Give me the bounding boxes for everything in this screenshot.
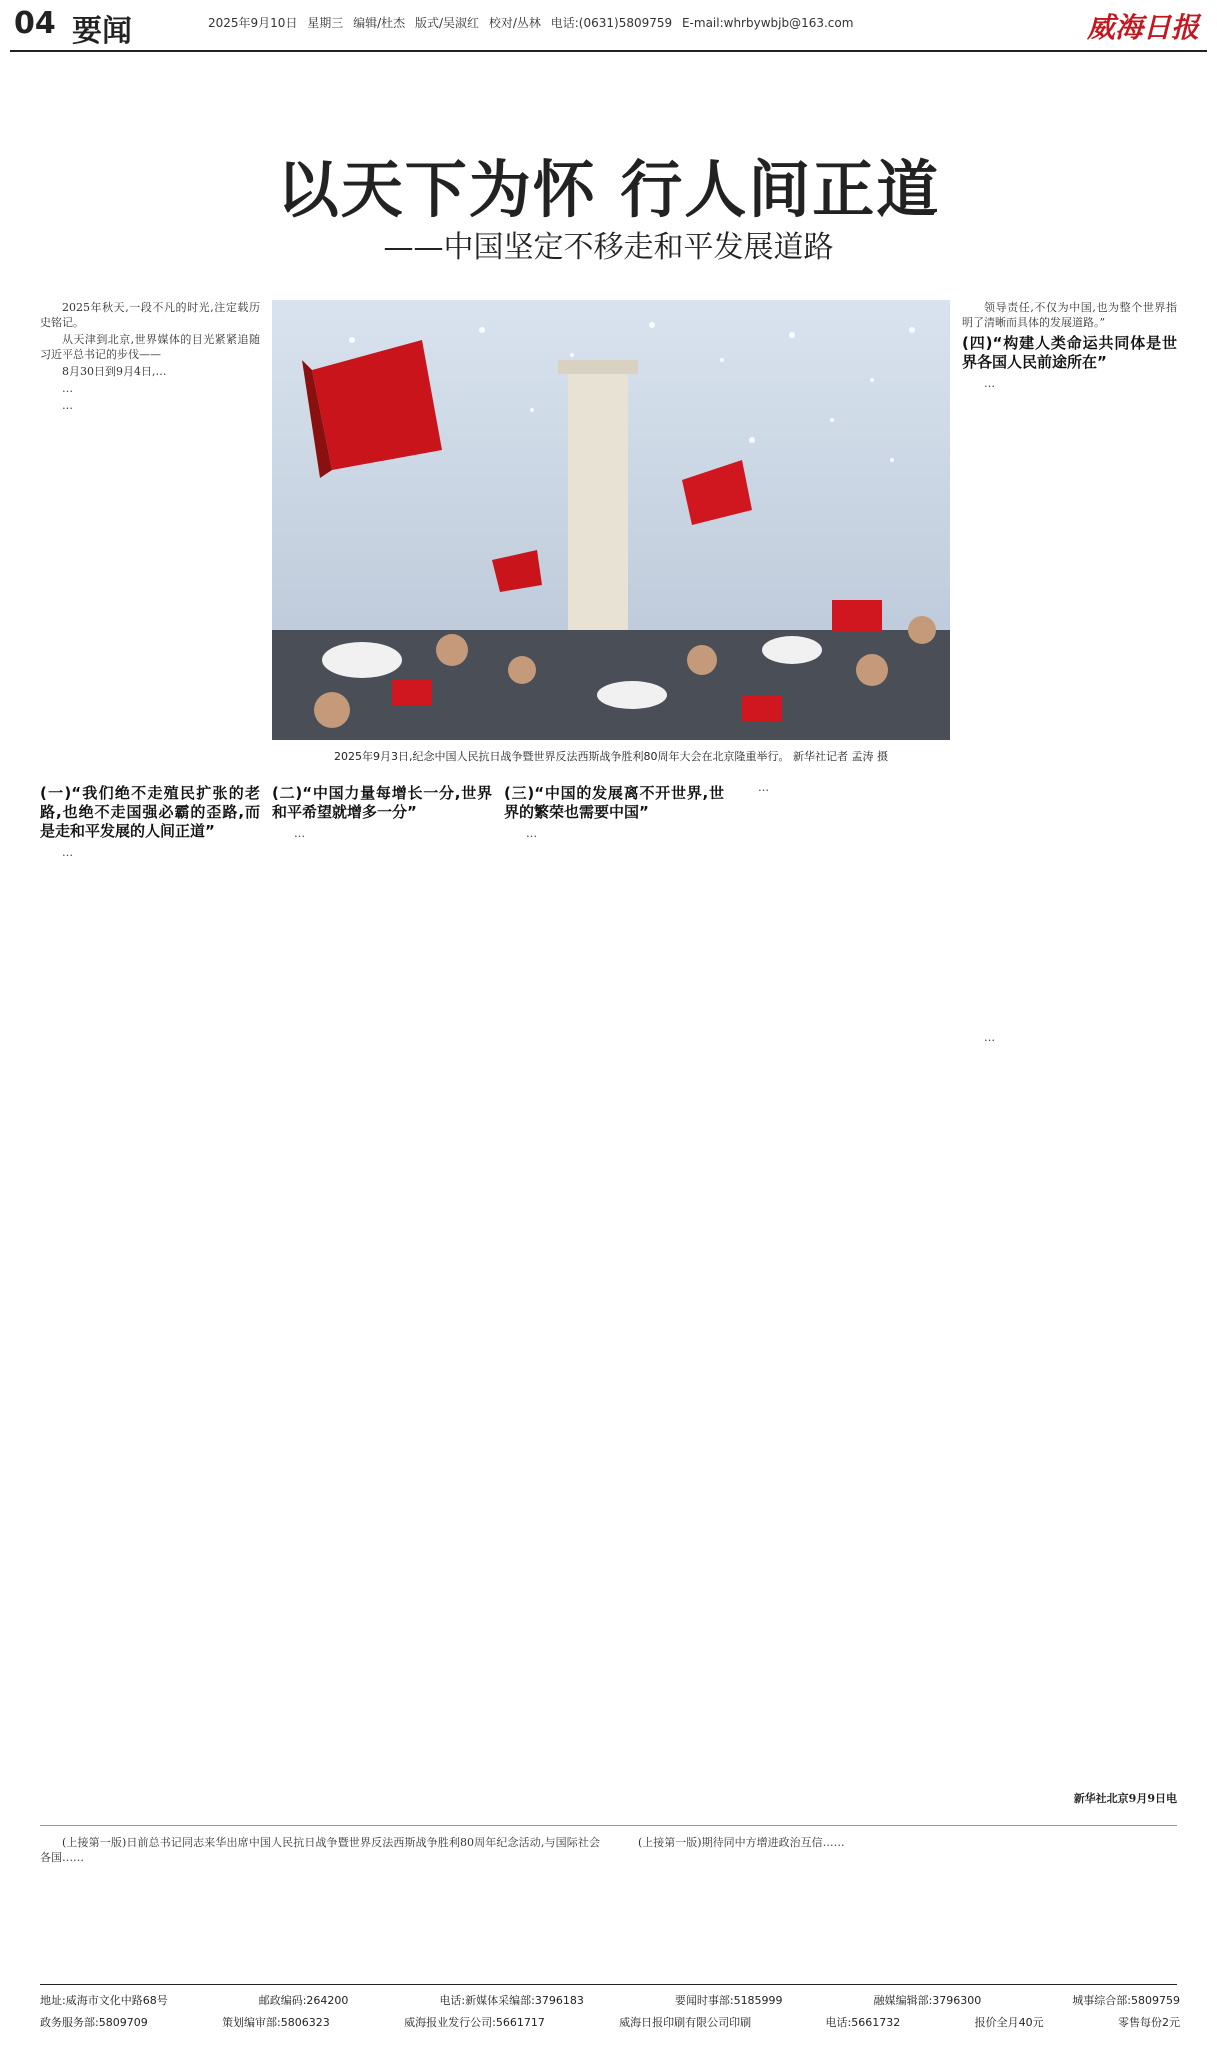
photo-caption: 2025年9月3日,纪念中国人民抗日战争暨世界反法西斯战争胜利80周年大会在北京隆重举行。 新华社记者 孟涛 摄	[334, 750, 888, 763]
page-name: 要闻	[72, 14, 132, 49]
section-heading-3: (三)“中国的发展离不开世界,世界的繁荣也需要中国”	[504, 784, 724, 821]
footer-item: 地址:威海市文化中路68号	[40, 1994, 168, 2007]
footer-item: 融媒编辑部:3796300	[873, 1994, 982, 2007]
subheadline: ——中国坚定不移走和平发展道路	[383, 230, 834, 265]
section-heading-2: (二)“中国力量每增长一分,世界和平希望就增多一分”	[272, 784, 492, 821]
footer-item: 零售每份2元	[1117, 2016, 1180, 2029]
section-heading-4: (四)“构建人类命运共同体是世界各国人民前途所在”	[962, 334, 1177, 371]
jump-note-left	[40, 1835, 600, 1975]
photo-illustration	[272, 300, 950, 740]
paragraph: …	[62, 382, 73, 395]
date: 2025年9月10日	[208, 16, 298, 30]
footer-item: 政务服务部:5809709	[40, 2016, 148, 2029]
article-byline: 新华社北京9月9日电	[1073, 1792, 1177, 1805]
lead-photo	[272, 300, 950, 740]
jump-divider	[40, 1825, 1177, 1826]
newspaper-logo: 威海日报	[1086, 11, 1199, 44]
paragraph: …	[62, 846, 73, 859]
paragraph: (上接第一版)日前总书记同志来华出席中国人民抗日战争暨世界反法西斯战争胜利80周年纪念活动,与国际社会各国……	[40, 1836, 600, 1864]
body-column-right	[962, 300, 1177, 1020]
phone: 电话:(0631)5809759	[550, 16, 673, 30]
paragraph: 从天津到北京,世界媒体的目光紧紧追随习近平总书记的步伐——	[40, 333, 260, 361]
paragraph: 2025年秋天,一段不凡的时光,注定载历史铭记。	[40, 301, 260, 329]
paragraph: …	[758, 781, 769, 794]
paragraph: …	[526, 827, 537, 840]
weekday: 星期三	[307, 16, 344, 30]
footer-row-1	[40, 1992, 1180, 2008]
footer-item: 电话:新媒体采编部:3796183	[439, 1994, 584, 2007]
footer-item: 报价全月40元	[974, 2016, 1044, 2029]
paragraph: …	[62, 399, 73, 412]
proofreader: 校对/丛林	[488, 16, 541, 30]
body-column-lower-1	[40, 780, 260, 1810]
footer-item: 威海报业发行公司:5661717	[404, 2016, 545, 2029]
masthead	[0, 0, 1217, 52]
footer-item: 策划编审部:5806323	[222, 2016, 330, 2029]
footer-item: 威海日报印刷有限公司印刷	[619, 2016, 752, 2029]
editor: 编辑/杜杰	[353, 16, 406, 30]
footer-item: 电话:5661732	[825, 2016, 901, 2029]
designer: 版式/吴淑红	[415, 16, 480, 30]
paragraph: …	[984, 1031, 995, 1044]
paragraph: …	[294, 827, 305, 840]
jump-note-right	[616, 1835, 1176, 1975]
footer-item: 城事综合部:5809759	[1072, 1994, 1180, 2007]
headline: 以天下为怀 行人间正道	[276, 153, 941, 226]
body-column-lower-3	[504, 780, 724, 1810]
body-column-1	[40, 300, 260, 740]
paragraph: (上接第一版)期待同中方增进政治互信……	[638, 1836, 845, 1849]
paragraph: 领导责任,不仅为中国,也为整个世界指明了清晰而具体的发展道路。”	[962, 301, 1177, 329]
body-column-lower-5	[962, 1030, 1177, 1770]
footer-row-2	[40, 2014, 1180, 2030]
body-column-lower-2	[272, 780, 492, 1810]
footer-item: 邮政编码:264200	[258, 1994, 349, 2007]
paragraph: …	[984, 377, 995, 390]
edition-meta	[208, 14, 859, 31]
footer-rule	[40, 1984, 1177, 1985]
paragraph: 8月30日到9月4日,…	[62, 365, 167, 378]
masthead-rule	[10, 50, 1207, 52]
body-column-lower-4	[736, 780, 956, 1810]
footer	[40, 1992, 1180, 2036]
footer-item: 要闻时事部:5185999	[674, 1994, 783, 2007]
email: E-mail:whrbywbjb@163.com	[681, 16, 854, 30]
section-heading-1: (一)“我们绝不走殖民扩张的老路,也绝不走国强必霸的歪路,而是走和平发展的人间正道”	[40, 784, 260, 840]
page-number: 04	[14, 6, 56, 41]
